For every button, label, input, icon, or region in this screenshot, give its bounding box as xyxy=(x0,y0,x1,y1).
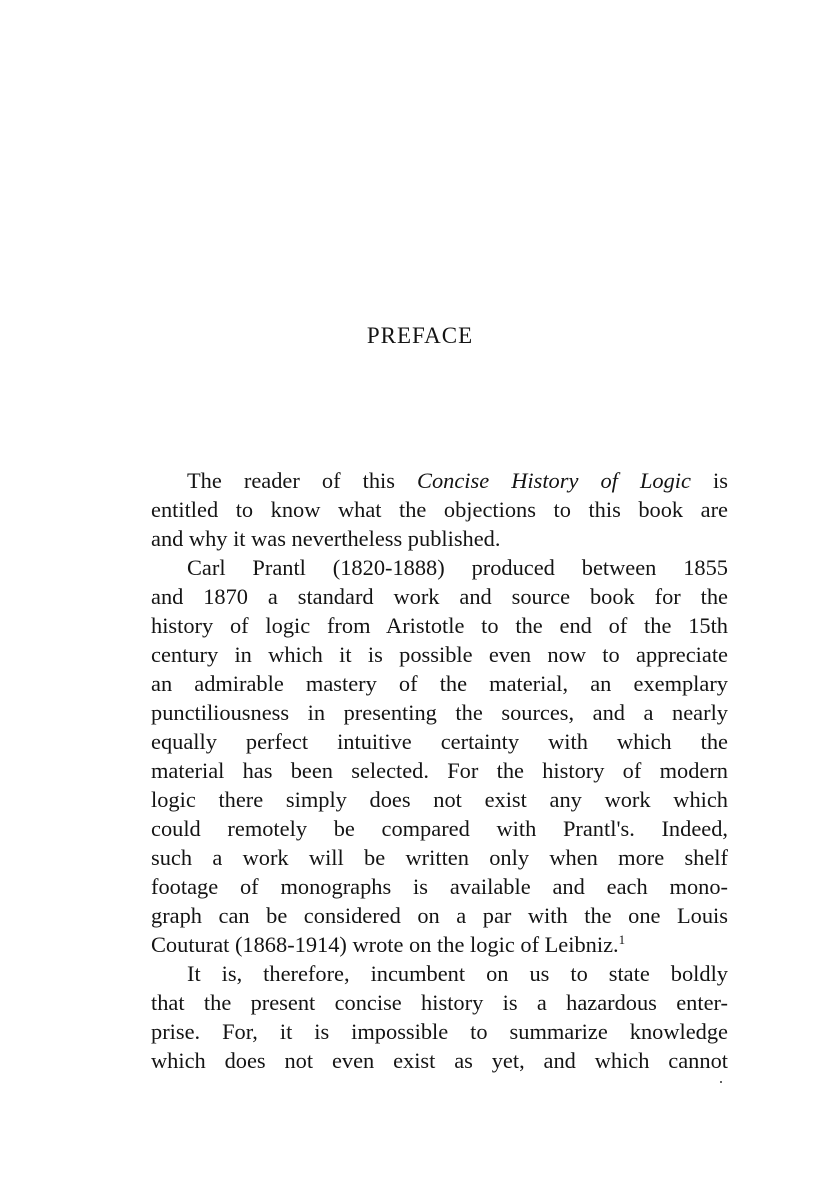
text-line: It is, therefore, incumbent on us to state boldly xyxy=(187,961,728,986)
text-line: prise. For, it is impossible to summarize knowledge xyxy=(151,1019,728,1044)
text-line: and why it was nevertheless published. xyxy=(151,526,501,551)
print-speck xyxy=(720,1081,722,1083)
preface-body xyxy=(151,466,728,1075)
text-line: Carl Prantl (1820-1888) produced between 1855 xyxy=(187,555,728,580)
text-line xyxy=(151,930,728,959)
text-line: footage of monographs is available and each mono- xyxy=(151,874,728,899)
paragraph-2 xyxy=(151,553,728,959)
text-line: such a work will be written only when more shelf xyxy=(151,845,728,870)
text-segment: is xyxy=(690,468,728,493)
text-line xyxy=(151,466,728,495)
text-line: which does not even exist as yet, and which cannot xyxy=(151,1048,728,1073)
text-line: could remotely be compared with Prantl's. Indeed, xyxy=(151,816,728,841)
book-title-italic: Concise History of Logic xyxy=(417,468,691,493)
paragraph-3 xyxy=(151,959,728,1075)
text-line: century in which it is possible even now to appreciate xyxy=(151,642,728,667)
text-line: logic there simply does not exist any work which xyxy=(151,787,728,812)
text-line: material has been selected. For the history of modern xyxy=(151,758,728,783)
text-line: and 1870 a standard work and source book for the xyxy=(151,584,728,609)
text-line: history of logic from Aristotle to the end of the 15th xyxy=(151,613,728,638)
text-line: an admirable mastery of the material, an exemplary xyxy=(151,671,728,696)
page-title: PREFACE xyxy=(366,323,474,348)
text-segment: Couturat (1868-1914) wrote on the logic of Leibniz. xyxy=(151,932,619,957)
footnote-reference[interactable]: 1 xyxy=(618,932,626,947)
text-line: equally perfect intuitive certainty with which the xyxy=(151,729,728,754)
text-line: entitled to know what the objections to this book are xyxy=(151,497,728,522)
paragraph-1 xyxy=(151,466,728,553)
text-line: punctiliousness in presenting the sources, and a nearly xyxy=(151,700,728,725)
text-line: that the present concise history is a hazardous enter- xyxy=(151,990,728,1015)
text-segment: The reader of this xyxy=(187,468,418,493)
text-line: graph can be considered on a par with the one Louis xyxy=(151,903,728,928)
